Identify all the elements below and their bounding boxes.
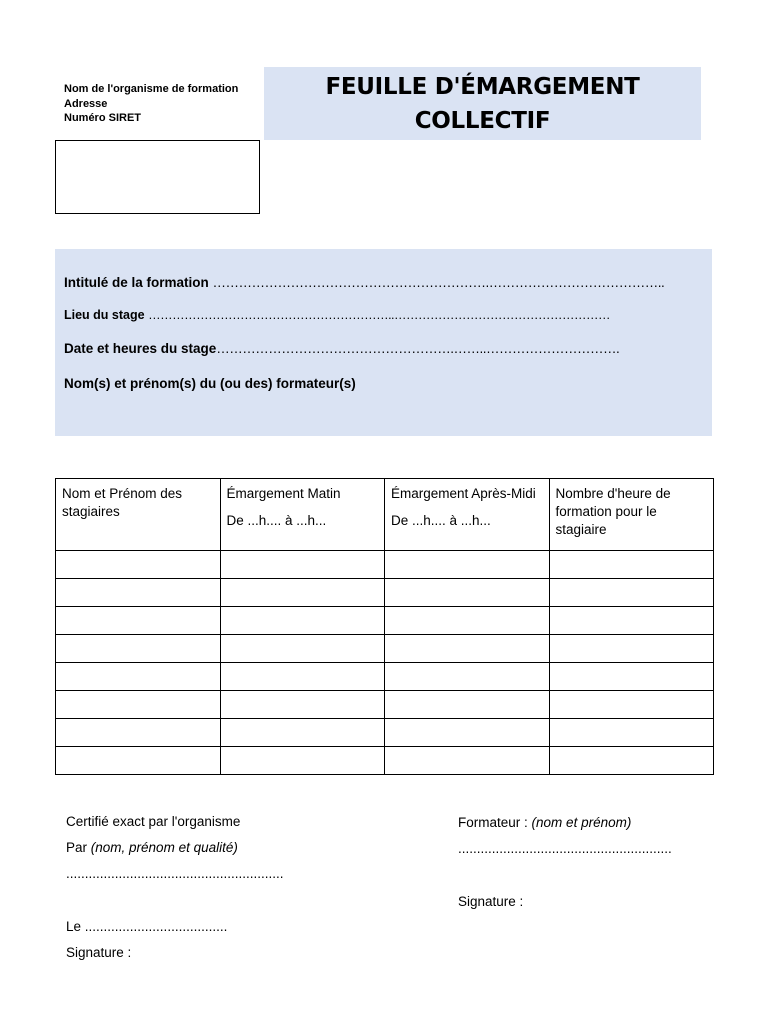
table-row [56, 719, 714, 747]
certifier-dots[interactable]: .......................................................... [66, 866, 284, 881]
dates-field[interactable] [64, 341, 619, 356]
header-trainee-name: Nom et Prénom des stagiaires [56, 479, 221, 551]
trainers-field[interactable] [64, 376, 356, 391]
cell-training-hours[interactable] [549, 663, 714, 691]
location-dots: ……………………………………………………..……………………………………………… [148, 308, 611, 322]
cell-afternoon-signature[interactable] [385, 747, 550, 775]
cell-afternoon-signature[interactable] [385, 635, 550, 663]
cell-afternoon-signature[interactable] [385, 579, 550, 607]
table-row [56, 551, 714, 579]
title-line-2: COLLECTIF [414, 107, 551, 134]
cell-trainee-name[interactable] [56, 579, 221, 607]
header-morning-hours: De ...h.... à ...h... [226, 513, 327, 528]
document-title [264, 67, 701, 140]
cell-training-hours[interactable] [549, 579, 714, 607]
cell-afternoon-signature[interactable] [385, 607, 550, 635]
training-title-field[interactable] [64, 275, 664, 290]
date-field[interactable] [66, 919, 227, 934]
table-row [56, 691, 714, 719]
cell-morning-signature[interactable] [220, 747, 385, 775]
cell-training-hours[interactable] [549, 607, 714, 635]
cell-trainee-name[interactable] [56, 747, 221, 775]
cell-trainee-name[interactable] [56, 635, 221, 663]
cell-training-hours[interactable] [549, 635, 714, 663]
cell-trainee-name[interactable] [56, 663, 221, 691]
cell-morning-signature[interactable] [220, 719, 385, 747]
org-siret-label: Numéro SIRET [64, 112, 142, 124]
cell-afternoon-signature[interactable] [385, 551, 550, 579]
dates-dots: ……………………………………………….……..…………………………. [216, 341, 620, 356]
organization-info [64, 82, 238, 126]
header-morning-signature: Émargement Matin De ...h.... à ...h... [220, 479, 385, 551]
by-hint: (nom, prénom et qualité) [90, 840, 238, 855]
header-training-hours: Nombre d'heure de formation pour le stagiaire [549, 479, 714, 551]
cell-morning-signature[interactable] [220, 579, 385, 607]
cell-morning-signature[interactable] [220, 635, 385, 663]
table-row [56, 579, 714, 607]
signature-left-label[interactable]: Signature : [66, 945, 132, 960]
cell-morning-signature[interactable] [220, 551, 385, 579]
attendance-table [55, 478, 714, 775]
date-dots: ...................................... [84, 919, 228, 934]
table-header-row [56, 479, 714, 551]
dates-label: Date et heures du stage [64, 341, 217, 356]
date-label: Le [66, 919, 82, 934]
cell-trainee-name[interactable] [56, 607, 221, 635]
table-row [56, 663, 714, 691]
table-row [56, 607, 714, 635]
cell-morning-signature[interactable] [220, 663, 385, 691]
title-line-1: FEUILLE D'ÉMARGEMENT [325, 73, 640, 100]
signature-right-label[interactable]: Signature : [458, 894, 524, 909]
trainer-hint: (nom et prénom) [531, 815, 632, 830]
cell-afternoon-signature[interactable] [385, 691, 550, 719]
cell-morning-signature[interactable] [220, 691, 385, 719]
cell-afternoon-signature[interactable] [385, 663, 550, 691]
cell-training-hours[interactable] [549, 691, 714, 719]
logo-placeholder-box [55, 140, 260, 214]
cell-afternoon-signature[interactable] [385, 719, 550, 747]
cell-training-hours[interactable] [549, 747, 714, 775]
cell-trainee-name[interactable] [56, 719, 221, 747]
org-address-label: Adresse [64, 97, 108, 110]
location-field[interactable] [64, 308, 610, 322]
header-afternoon-hours: De ...h.... à ...h... [391, 513, 491, 528]
cell-training-hours[interactable] [549, 551, 714, 579]
training-info-panel [55, 249, 712, 436]
cell-trainee-name[interactable] [56, 691, 221, 719]
table-row [56, 635, 714, 663]
trainers-label: Nom(s) et prénom(s) du (ou des) formateur(s) [64, 376, 356, 391]
org-name-label: Nom de l'organisme de formation [64, 83, 239, 95]
certifier-field [66, 840, 238, 855]
certified-label: Certifié exact par l'organisme [66, 814, 241, 829]
training-title-dots: ……………………………………………………….………………………………….. [212, 275, 665, 290]
header-afternoon-signature: Émargement Après-Midi De ...h.... à ...h... [385, 479, 550, 551]
table-row [56, 747, 714, 775]
trainer-field [458, 815, 631, 830]
training-title-label: Intitulé de la formation [64, 275, 209, 290]
trainer-label: Formateur : [458, 815, 528, 830]
trainer-dots[interactable]: ......................................................... [458, 841, 672, 856]
cell-trainee-name[interactable] [56, 551, 221, 579]
cell-training-hours[interactable] [549, 719, 714, 747]
by-label: Par [66, 840, 88, 855]
cell-morning-signature[interactable] [220, 607, 385, 635]
location-label: Lieu du stage [64, 308, 145, 322]
